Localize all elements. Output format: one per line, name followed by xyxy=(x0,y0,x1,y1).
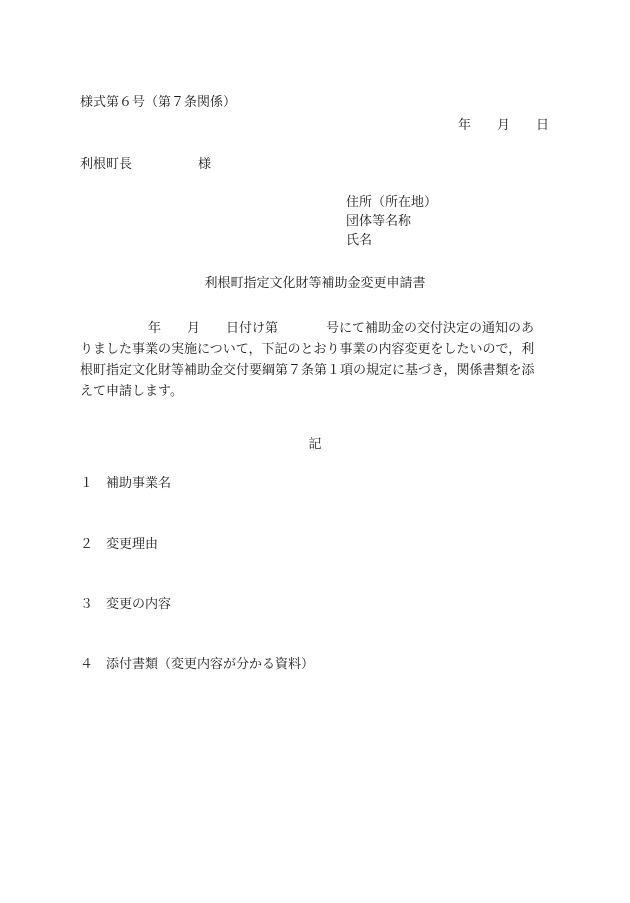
ki-heading: 記 xyxy=(308,437,322,452)
item-label: 補助事業名 xyxy=(106,476,172,491)
body-line-1 xyxy=(80,318,550,339)
list-item xyxy=(80,598,171,611)
applicant-address-label: 住所（所在地） xyxy=(346,195,438,210)
addressee-honorific: 様 xyxy=(198,157,212,172)
item-number: ３ xyxy=(80,597,94,612)
date-day-label: 日 xyxy=(536,118,550,133)
list-item xyxy=(80,658,314,671)
addressee xyxy=(80,158,211,171)
addressee-name: 利根町長 xyxy=(80,157,133,172)
body-year-label: 年 xyxy=(148,321,162,336)
document-title: 利根町指定文化財等補助金変更申請書 xyxy=(204,276,426,291)
item-label: 変更理由 xyxy=(106,537,159,552)
form-number: 様式第６号（第７条関係） xyxy=(80,95,237,110)
body-line-1-rest: 号にて補助金の交付決定の通知のあ xyxy=(326,321,535,336)
body-dated-label: 日付け第 xyxy=(226,321,279,336)
item-number: ２ xyxy=(80,537,94,552)
applicant-organization-label: 団体等名称 xyxy=(346,214,412,229)
date-line xyxy=(458,119,549,132)
item-number: ４ xyxy=(80,657,94,672)
applicant-block xyxy=(346,196,437,253)
applicant-name-label: 氏名 xyxy=(346,233,373,248)
body-line-2: りました事業の実施について，下記のとおり事業の内容変更をしたいので，利 xyxy=(80,342,535,357)
list-item xyxy=(80,538,158,551)
item-number: １ xyxy=(80,476,94,491)
list-item xyxy=(80,477,171,490)
body-paragraph xyxy=(80,318,550,402)
body-month-label: 月 xyxy=(187,321,201,336)
item-label: 添付書類（変更内容が分かる資料） xyxy=(106,657,315,672)
date-month-label: 月 xyxy=(497,118,511,133)
item-label: 変更の内容 xyxy=(106,597,172,612)
body-line-4: えて申請します。 xyxy=(80,384,183,399)
body-line-3: 根町指定文化財等補助金交付要綱第７条第１項の規定に基づき，関係書類を添 xyxy=(80,363,535,378)
date-year-label: 年 xyxy=(458,118,472,133)
